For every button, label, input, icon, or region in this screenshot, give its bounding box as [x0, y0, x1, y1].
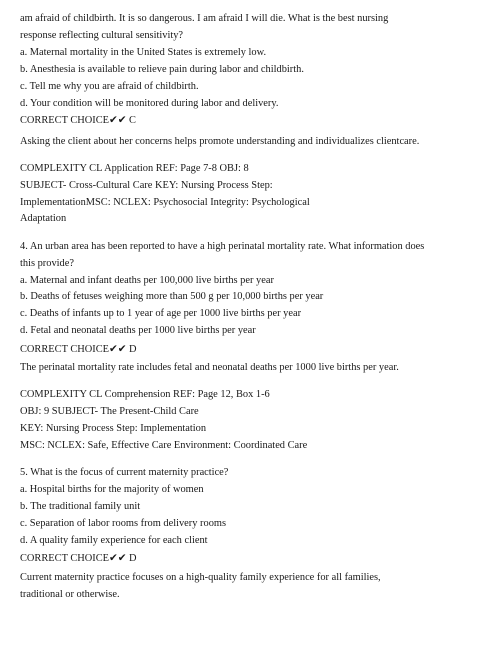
metadata-line: MSC: NCLEX: Safe, Effective Care Environment: Coordinated Care [20, 440, 308, 451]
rationale: traditional or otherwise. [20, 589, 120, 600]
rationale: Current maternity practice focuses on a high-quality family experience for all families, [20, 572, 381, 583]
metadata-line: ImplementationMSC: NCLEX: Psychosocial Integrity: Psychological [20, 197, 310, 208]
metadata-line: COMPLEXITY CL Comprehension REF: Page 12, Box 1-6 [20, 389, 270, 400]
option-line: b. The traditional family unit [20, 501, 141, 512]
question-stem: 5. What is the focus of current maternity practice? [20, 467, 229, 478]
option-line: d. A quality family experience for each client [20, 535, 208, 546]
rationale: The perinatal mortality rate includes fetal and neonatal deaths per 1000 live births per year. [20, 362, 399, 373]
option-line: c. Tell me why you are afraid of childbirth. [20, 81, 199, 92]
metadata-line: KEY: Nursing Process Step: Implementation [20, 423, 207, 434]
metadata-line: Adaptation [20, 213, 67, 224]
option-line: c. Separation of labor rooms from delivery rooms [20, 518, 227, 529]
metadata-line: SUBJECT- Cross-Cultural Care KEY: Nursing Process Step: [20, 180, 273, 191]
metadata-line: OBJ: 9 SUBJECT- The Present-Child Care [20, 406, 199, 417]
option-line: d. Your condition will be monitored during labor and delivery. [20, 98, 279, 109]
option-line: b. Deaths of fetuses weighing more than 500 g per 10,000 births per year [20, 291, 324, 302]
question-stem: this provide? [20, 258, 74, 269]
metadata-line: COMPLEXITY CL Application REF: Page 7-8 OBJ: 8 [20, 163, 249, 174]
option-line: a. Maternal mortality in the United States is extremely low. [20, 47, 267, 58]
rationale: Asking the client about her concerns helps promote understanding and individualizes clientcare. [20, 136, 420, 147]
option-line: a. Hospital births for the majority of women [20, 484, 204, 495]
option-line: d. Fetal and neonatal deaths per 1000 live births per year [20, 325, 256, 336]
question-stem: 4. An urban area has been reported to have a high perinatal mortality rate. What information does [20, 241, 425, 252]
text-line: response reflecting cultural sensitivity? [20, 30, 184, 41]
option-line: a. Maternal and infant deaths per 100,000 live births per year [20, 275, 274, 286]
correct-choice: CORRECT CHOICE✔✔ D [20, 553, 137, 564]
text-line: am afraid of childbirth. It is so dangerous. I am afraid I will die. What is the best nursing [20, 13, 389, 24]
option-line: b. Anesthesia is available to relieve pain during labor and childbirth. [20, 64, 304, 75]
correct-choice: CORRECT CHOICE✔✔ C [20, 115, 136, 126]
option-line: c. Deaths of infants up to 1 year of age per 1000 live births per year [20, 308, 302, 319]
correct-choice: CORRECT CHOICE✔✔ D [20, 344, 137, 355]
